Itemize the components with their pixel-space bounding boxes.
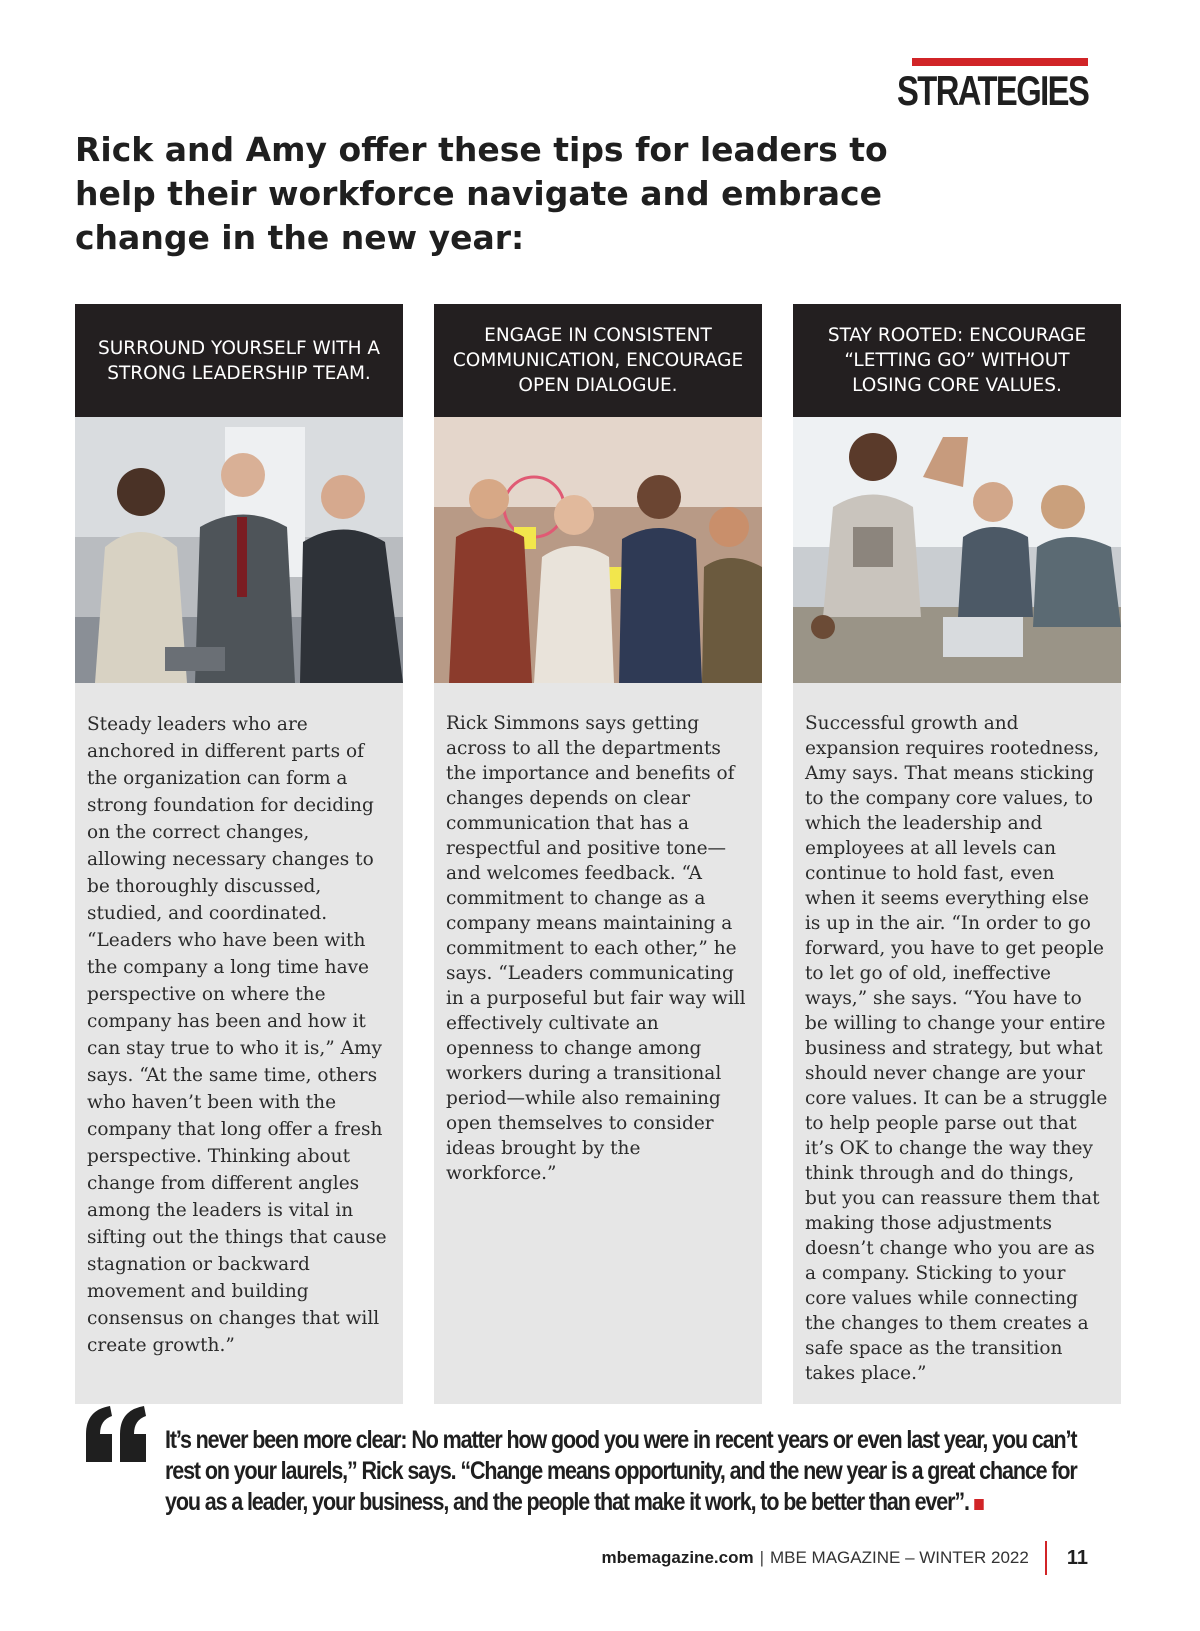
tip-body-2: Rick Simmons says getting across to all the departments the importance and benefits of changes depends on clear communication that has a respectful and positive tone— and welcomes feedback. “A commitment to change as a company means maintaining a commitment to each other,” he says. “Leaders communicating in a purposeful but fair way will effectively cultivate an openness to change among workers during a transitional period—while also remaining open themselves to consider ideas brought by the workforce.” [446,713,746,1184]
tip-column-1 [75,304,403,1404]
team-high-five-photo [793,417,1121,683]
footer-site: mbemagazine.com [601,1548,754,1567]
section-label: STRATEGIES [896,67,1088,114]
tip-column-2 [434,304,762,1404]
section-tag [843,58,1088,114]
tip-title-1: SURROUND YOURSELF WITH A STRONG LEADERSHIP TEAM. [75,304,403,417]
footer-issue: MBE MAGAZINE – WINTER 2022 [770,1548,1029,1567]
tip-title-2: ENGAGE IN CONSISTENT COMMUNICATION, ENCOURAGE OPEN DIALOGUE. [434,304,762,417]
tip-body-3: Successful growth and expansion requires rootedness, Amy says. That means sticking to the company core values, to which the leadership and employees at all levels can continue to hold fast, even when it seems everything else is up in the air. “In order to go forward, you have to get people to let go of old, ineffective ways,” she says. “You have to be willing to change your entire business and strategy, but what should never change are your core values. It can be a struggle to help people parse out that it’s OK to change the way they think through and do things, but you can reassure them that making those adjustments doesn’t change who you are as a company. Sticking to your core values while connecting the changes to them creates a safe space as the transition takes place.” [805,713,1108,1384]
end-mark-icon [974,1499,983,1510]
page-number: 11 [1066,1546,1088,1569]
pull-quote-text: It’s never been more clear: No matter how good you were in recent years or even last year, you can’t rest on your laurels,” Rick says. “Change means opportunity, and the new year is a great chance for you as a leader, your business, and the people that make it work, to be better than ever”. [165,1426,1077,1516]
team-brainstorm-glass-wall-photo [434,417,762,683]
tip-title-3: STAY ROOTED: ENCOURAGE “LETTING GO” WITHOUT LOSING CORE VALUES. [793,304,1121,417]
page-footer [601,1541,1088,1575]
tip-column-3 [793,304,1121,1404]
headline: Rick and Amy offer these tips for leaders to help their workforce navigate and embrace change in the new year: [75,130,888,257]
pull-quote [165,1425,1114,1518]
footer-separator: | [759,1548,764,1567]
quote-mark-icon [84,1404,150,1464]
footer-divider [1045,1541,1047,1575]
section-accent-bar [912,58,1088,66]
tip-body-1: Steady leaders who are anchored in different parts of the organization can form a strong foundation for deciding on the correct changes, allowing necessary changes to be thoroughly discussed, studied, and coordinated. “Leaders who have been with the company a long time have perspective on where the company has been and how it can stay true to who it is,” Amy says. “At the same time, others who haven’t been with the company that long offer a fresh perspective. Thinking about change from different angles among the leaders is vital in sifting out the things that cause stagnation or backward movement and building consensus on changes that will create growth.” [87,714,387,1356]
leadership-team-meeting-photo [75,417,403,683]
